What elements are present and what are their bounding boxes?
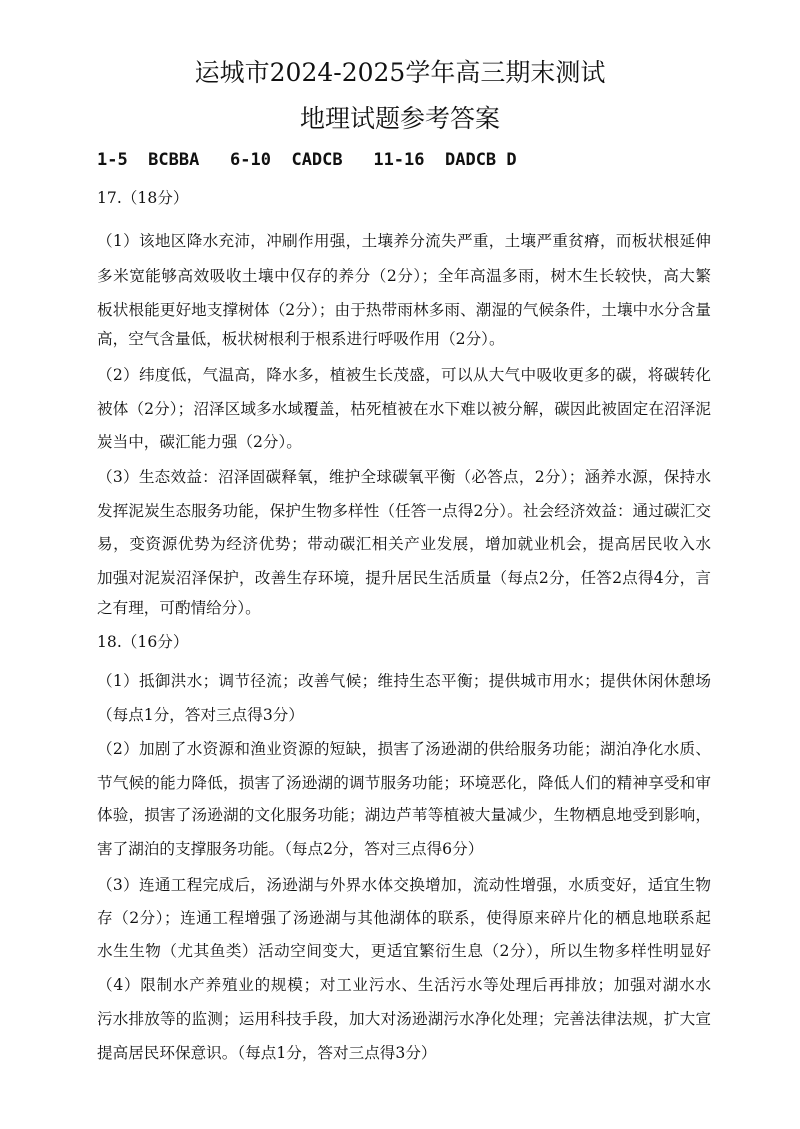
answer-line: 18.（16分）: [97, 633, 189, 651]
answer-line: 加强对泥炭沼泽保护，改善生存环境，提升居民生活质量（每点2分，任答2点得4分，言: [97, 569, 711, 587]
answer-line: 被体（2分）；沼泽区域多水域覆盖，枯死植被在水下难以被分解，碳因此被固定在沼泽泥: [97, 400, 711, 418]
answer-line: 害了湖泊的支撑服务功能。（每点2分，答对三点得6分）: [97, 840, 484, 858]
answer-line: 之有理，可酌情给分）。: [97, 599, 261, 617]
answer-line: 水生生物（尤其鱼类）活动空间变大，更适宜繁衍生息（2分），所以生物多样性明显好: [97, 942, 711, 960]
answer-line: 节气候的能力降低，损害了汤逊湖的调节服务功能；环境恶化，降低人们的精神享受和审: [97, 774, 711, 792]
answer-line: （2）纬度低，气温高，降水多，植被生长茂盛，可以从大气中吸收更多的碳，将碳转化: [97, 366, 711, 384]
answer-line: （4）限制水产养殖业的规模；对工业污水、生活污水等处理后再排放；加强对湖水水: [97, 976, 711, 994]
answer-line: （每点1分，答对三点得3分）: [97, 706, 304, 724]
document-subtitle: 地理试题参考答案: [299, 104, 500, 133]
answer-line: 体验，损害了汤逊湖的文化服务功能；湖边芦苇等植被大量减少，生物栖息地受到影响，: [97, 806, 711, 824]
answer-line: 发挥泥炭生态服务功能，保护生物多样性（任答一点得2分）。社会经济效益：通过碳汇交: [97, 502, 711, 520]
answer-line: （3）连通工程完成后，汤逊湖与外界水体交换增加，流动性增强，水质变好，适宜生物: [97, 876, 711, 894]
answer-line: 炭当中，碳汇能力强（2分）。: [97, 433, 302, 451]
answer-line: 17.（18分）: [97, 189, 189, 207]
answer-line: 高，空气含量低，板状树根利于根系进行呼吸作用（2分）。: [97, 330, 505, 348]
answer-line: 存（2分）；连通工程增强了汤逊湖与其他湖体的联系，使得原来碎片化的栖息地联系起: [97, 909, 711, 927]
answer-line: 板状根能更好地支撑树体（2分）；由于热带雨林多雨、潮湿的气候条件，土壤中水分含量: [97, 301, 711, 319]
answer-line: 易，变资源优势为经济优势；带动碳汇相关产业发展，增加就业机会，提高居民收入水: [97, 535, 711, 553]
answer-line: （1）抵御洪水；调节径流；改善气候；维持生态平衡；提供城市用水；提供休闲休憩场: [97, 672, 711, 690]
answer-line: （3）生态效益：沼泽固碳释氧，维护全球碳氧平衡（必答点，2分）；涵养水源，保持水: [97, 468, 711, 486]
answer-line: 提高居民环保意识。（每点1分，答对三点得3分）: [97, 1044, 437, 1062]
answer-line: （1）该地区降水充沛，冲刷作用强，土壤养分流失严重，土壤严重贫瘠，而板状根延伸: [97, 232, 711, 250]
answer-line: 多米宽能够高效吸收土壤中仅存的养分（2分）；全年高温多雨，树木生长较快，高大繁: [97, 267, 711, 285]
document-title: 运城市2024-2025学年高三期末测试: [194, 58, 606, 87]
multiple-choice-answer-key: 1-5 BCBBA 6-10 CADCB 11-16 DADCB D: [97, 150, 517, 170]
answer-line: （2）加剧了水资源和渔业资源的短缺，损害了汤逊湖的供给服务功能；湖泊净化水质、: [97, 740, 711, 758]
answer-line: 污水排放等的监测；运用科技手段，加大对汤逊湖污水净化处理；完善法律法规，扩大宣: [97, 1010, 711, 1028]
